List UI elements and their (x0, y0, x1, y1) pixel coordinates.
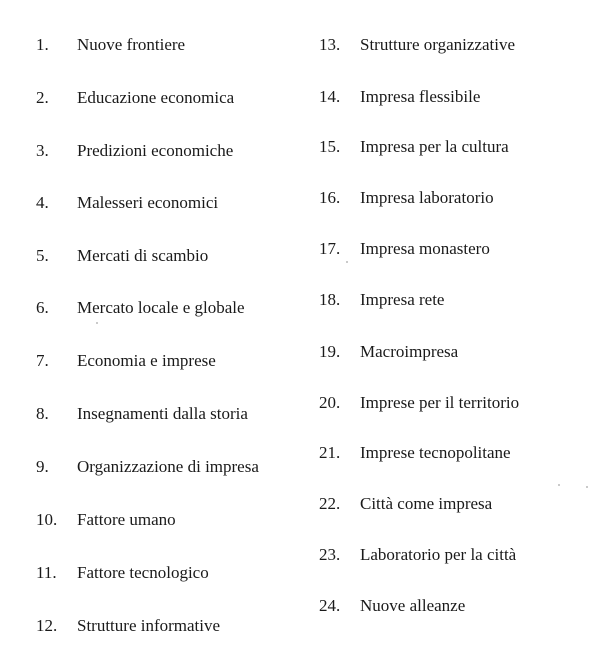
item-title: Imprese tecnopolitane (360, 443, 511, 462)
item-title: Strutture informative (77, 616, 221, 635)
item-number: 23. (319, 545, 341, 564)
item-number: 19. (319, 342, 341, 361)
scan-speck (96, 322, 98, 324)
item-title: Mercato locale e globale (77, 298, 245, 317)
item-title: Mercati di scambio (77, 246, 209, 265)
item-number: 24. (319, 596, 341, 615)
item-title: Impresa per la cultura (360, 137, 509, 156)
item-title: Città come impresa (360, 494, 493, 513)
item-title: Imprese per il territorio (360, 393, 520, 412)
scan-speck (346, 261, 348, 263)
item-number: 2. (36, 88, 49, 107)
item-title: Fattore tecnologico (77, 563, 209, 582)
item-number: 8. (36, 404, 49, 423)
item-title: Malesseri economici (77, 193, 219, 212)
item-title: Predizioni economiche (77, 141, 234, 160)
item-title: Nuove alleanze (360, 596, 466, 615)
item-number: 13. (319, 35, 341, 54)
item-title: Fattore umano (77, 510, 176, 529)
item-number: 18. (319, 290, 341, 309)
item-title: Educazione economica (77, 88, 235, 107)
item-number: 15. (319, 137, 341, 156)
item-number: 20. (319, 393, 341, 412)
item-number: 6. (36, 298, 49, 317)
item-number: 4. (36, 193, 49, 212)
item-number: 22. (319, 494, 341, 513)
item-title: Economia e imprese (77, 351, 216, 370)
item-title: Insegnamenti dalla storia (77, 404, 248, 423)
item-title: Impresa laboratorio (360, 188, 494, 207)
item-number: 7. (36, 351, 49, 370)
item-title: Impresa monastero (360, 239, 490, 258)
item-number: 16. (319, 188, 341, 207)
item-number: 9. (36, 457, 49, 476)
item-title: Macroimpresa (360, 342, 459, 361)
scan-speck (586, 486, 588, 488)
item-title: Strutture organizzative (360, 35, 515, 54)
item-title: Laboratorio per la città (360, 545, 517, 564)
item-number: 17. (319, 239, 341, 258)
item-number: 21. (319, 443, 341, 462)
item-title: Impresa flessibile (360, 87, 481, 106)
item-number: 14. (319, 87, 341, 106)
item-number: 10. (36, 510, 58, 529)
item-number: 1. (36, 35, 49, 54)
item-title: Impresa rete (360, 290, 445, 309)
item-title: Nuove frontiere (77, 35, 186, 54)
item-number: 11. (36, 563, 57, 582)
item-number: 5. (36, 246, 49, 265)
item-number: 3. (36, 141, 49, 160)
item-number: 12. (36, 616, 58, 635)
item-title: Organizzazione di impresa (77, 457, 259, 476)
scan-speck (558, 484, 560, 486)
